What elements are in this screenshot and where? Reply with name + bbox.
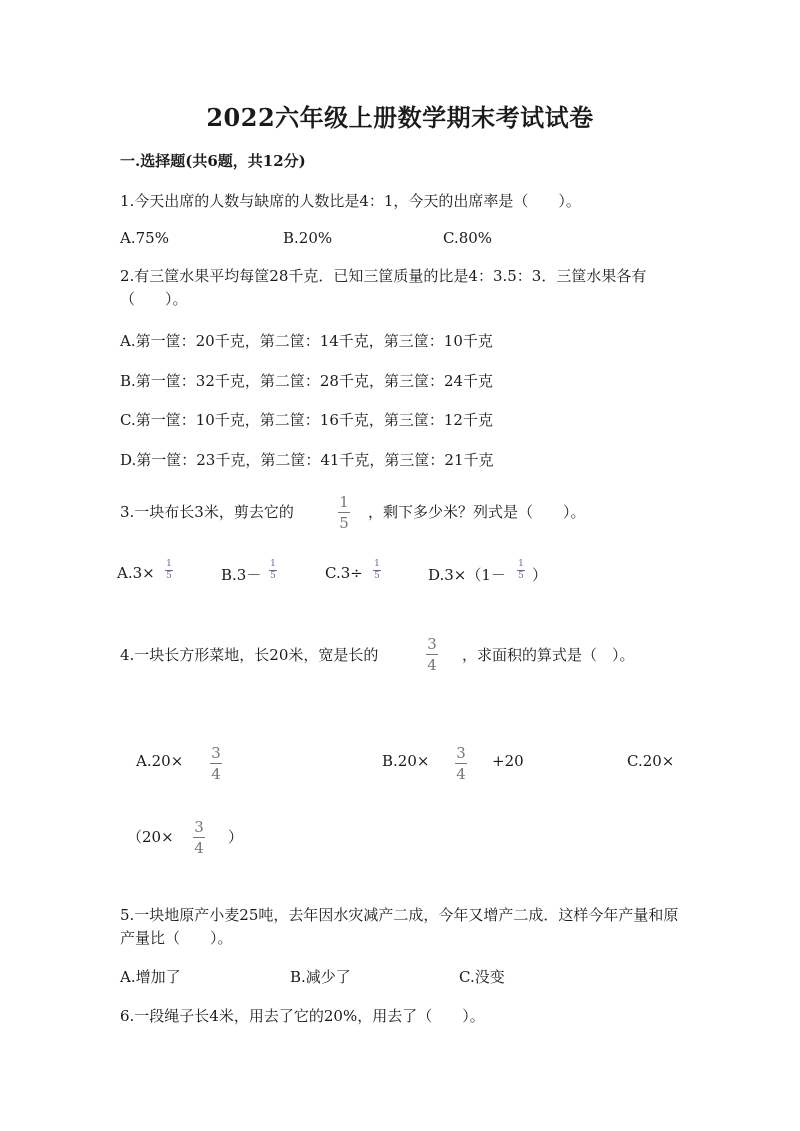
section-heading: 一.选择题(共6题，共12分)	[120, 152, 306, 170]
question-3-option-a: A.3×	[117, 564, 155, 582]
question-4-stem-end: ，求面积的算式是（ ）。	[462, 646, 635, 664]
page-title: 2022六年级上册数学期末考试试卷	[206, 103, 594, 132]
question-1-option-a: A.75%	[120, 229, 169, 247]
question-3-option-d: D.3×（1－	[428, 566, 506, 584]
question-4-option-c: C.20×	[627, 752, 675, 770]
question-5-option-b: B.减少了	[290, 968, 351, 986]
option-b-tail: +20	[492, 752, 524, 770]
question-6-stem: 6.一段绳子长4米，用去了它的20%，用去了（ ）。	[120, 1007, 485, 1025]
question-1-option-b: B.20%	[283, 229, 333, 247]
question-2-option-a: A.第一筐：20千克，第二筐：14千克，第三筐：10千克	[120, 332, 493, 350]
question-2-stem: 2.有三筐水果平均每筐28千克．已知三筐质量的比是4：3.5：3．三筐水果各有（ ）。	[120, 267, 647, 308]
option-c-fraction: 3 4	[194, 818, 204, 857]
question-2-option-d: D.第一筐：23千克，第二筐：41千克，第三筐：21千克	[120, 451, 494, 469]
option-c-fraction: 1 5	[374, 559, 380, 581]
question-5-stem: 5.一块地原产小麦25吨，去年因水灾减产二成，今年又增产二成．这样今年产量和原产量比（ ）。	[120, 906, 679, 947]
question-3-option-b: B.3－	[221, 566, 262, 584]
question-3-option-c: C.3÷	[325, 564, 363, 582]
option-b-fraction: 1 5	[270, 559, 276, 581]
question-1-option-c: C.80%	[443, 229, 493, 247]
option-d-fraction: 1 5	[518, 559, 524, 581]
question-2-option-c: C.第一筐：10千克，第二筐：16千克，第三筐：12千克	[120, 411, 493, 429]
option-a-fraction: 3 4	[211, 744, 221, 783]
option-c-continued: （20×	[127, 828, 174, 846]
option-c-close: ）	[228, 828, 244, 846]
question-4-stem-start: 4.一块长方形菜地，长20米，宽是长的	[120, 646, 379, 664]
question-3-stem-end: ，剩下多少米？列式是（ ）。	[368, 503, 586, 521]
question-1-stem: 1.今天出席的人数与缺席的人数比是4：1，今天的出席率是（ ）。	[120, 192, 581, 210]
question-4-option-b: B.20×	[382, 752, 430, 770]
question-5-option-c: C.没变	[459, 968, 505, 986]
question-2-option-b: B.第一筐：32千克，第二筐：28千克，第三筐：24千克	[120, 372, 494, 390]
question-5-option-a: A.增加了	[120, 968, 181, 986]
option-a-fraction: 1 5	[166, 559, 172, 581]
option-d-close: ）	[532, 566, 548, 584]
fraction-three-quarters: 3 4	[427, 635, 437, 674]
question-3-stem-start: 3.一块布长3米，剪去它的	[120, 503, 294, 521]
fraction-one-fifth: 1 5	[339, 493, 349, 532]
option-b-fraction: 3 4	[456, 744, 466, 783]
question-4-option-a: A.20×	[136, 752, 184, 770]
